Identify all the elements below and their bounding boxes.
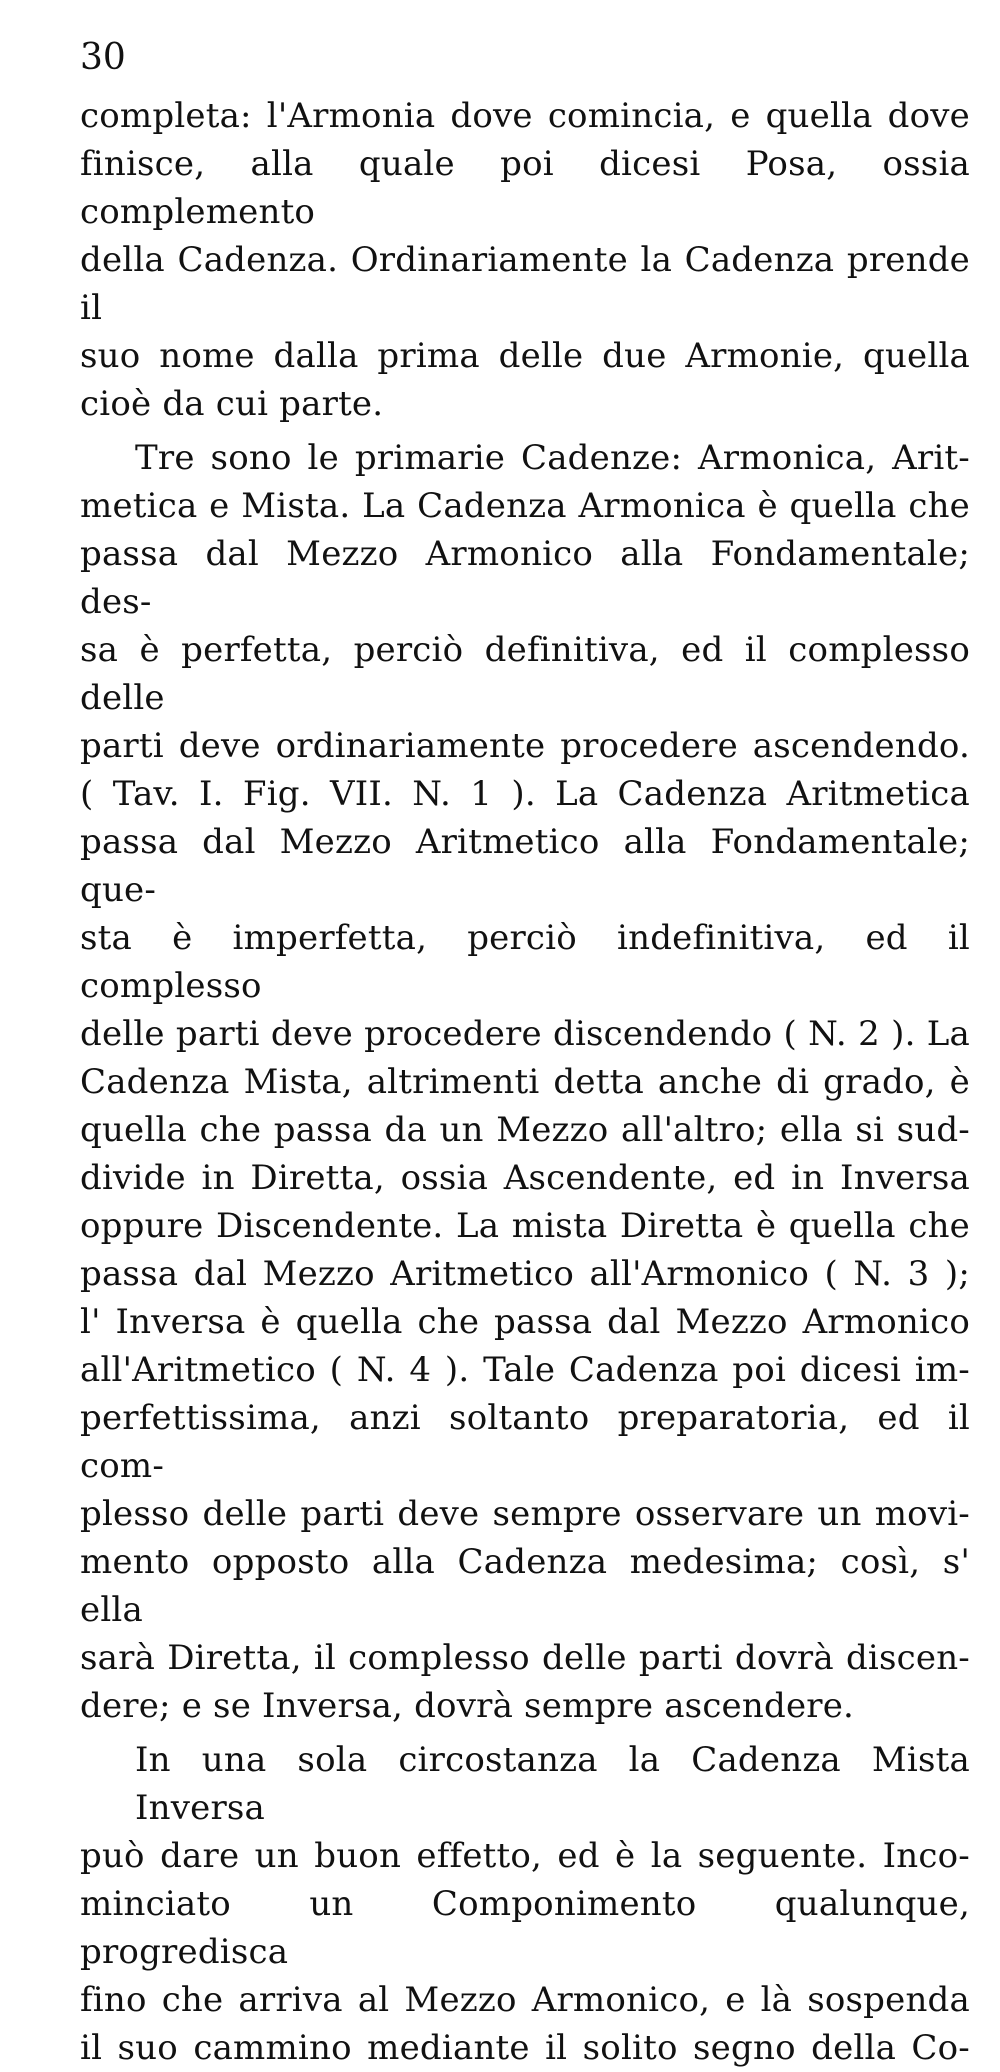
text-line: sa è perfetta, perciò definitiva, ed il complesso delle: [80, 630, 970, 718]
text-line: completa: l'Armonia dove comincia, e quella dove: [80, 96, 970, 136]
text-line: finisce, alla quale poi dicesi Posa, ossia complemento: [80, 144, 970, 232]
text-line: ( Tav. I. Fig. VII. N. 1 ). La Cadenza Aritmetica: [80, 774, 970, 814]
text-line: della Cadenza. Ordinariamente la Cadenza prende il: [80, 240, 970, 328]
text-line: il suo cammino mediante il solito segno della Co-: [80, 2028, 970, 2068]
text-line: oppure Discendente. La mista Diretta è quella che: [80, 1206, 970, 1246]
page-number: 30: [80, 37, 126, 78]
text-line: sta è imperfetta, perciò indefinitiva, ed il complesso: [80, 918, 970, 1006]
text-line: l' Inversa è quella che passa dal Mezzo Armonico: [80, 1302, 970, 1342]
text-line: divide in Diretta, ossia Ascendente, ed in Inversa: [80, 1158, 970, 1198]
text-line: minciato un Componimento qualunque, progredisca: [80, 1884, 970, 1972]
text-line: perfettissima, anzi soltanto preparatoria, ed il com-: [80, 1398, 970, 1486]
text-line: Tre sono le primarie Cadenze: Armonica, Arit-: [135, 438, 970, 478]
text-line: metica e Mista. La Cadenza Armonica è quella che: [80, 486, 970, 526]
body-text: [80, 92, 970, 2072]
text-line: passa dal Mezzo Aritmetico all'Armonico ( N. 3 );: [80, 1254, 970, 1294]
text-line: cioè da cui parte.: [80, 384, 384, 424]
text-line: delle parti deve procedere discendendo ( N. 2 ). La: [80, 1014, 970, 1054]
text-line: passa dal Mezzo Armonico alla Fondamentale; des-: [80, 534, 970, 622]
text-line: parti deve ordinariamente procedere ascendendo.: [80, 726, 970, 766]
text-line: quella che passa da un Mezzo all'altro; ella si sud-: [80, 1110, 970, 1150]
text-line: plesso delle parti deve sempre osservare un movi-: [80, 1494, 970, 1534]
text-line: passa dal Mezzo Aritmetico alla Fondamentale; que-: [80, 822, 970, 910]
text-line: può dare un buon effetto, ed è la seguente. Inco-: [80, 1836, 970, 1876]
text-line: all'Aritmetico ( N. 4 ). Tale Cadenza poi dicesi im-: [80, 1350, 970, 1390]
text-line: sarà Diretta, il complesso delle parti dovrà discen-: [80, 1638, 970, 1678]
text-line: In una sola circostanza la Cadenza Mista Inversa: [135, 1740, 970, 1828]
text-line: fino che arriva al Mezzo Armonico, e là sospenda: [80, 1980, 970, 2020]
text-line: Cadenza Mista, altrimenti detta anche di grado, è: [80, 1062, 970, 1102]
text-line: dere; e se Inversa, dovrà sempre ascendere.: [80, 1686, 855, 1726]
text-line: suo nome dalla prima delle due Armonie, quella: [80, 336, 970, 376]
text-line: mento opposto alla Cadenza medesima; così, s' ella: [80, 1542, 970, 1630]
